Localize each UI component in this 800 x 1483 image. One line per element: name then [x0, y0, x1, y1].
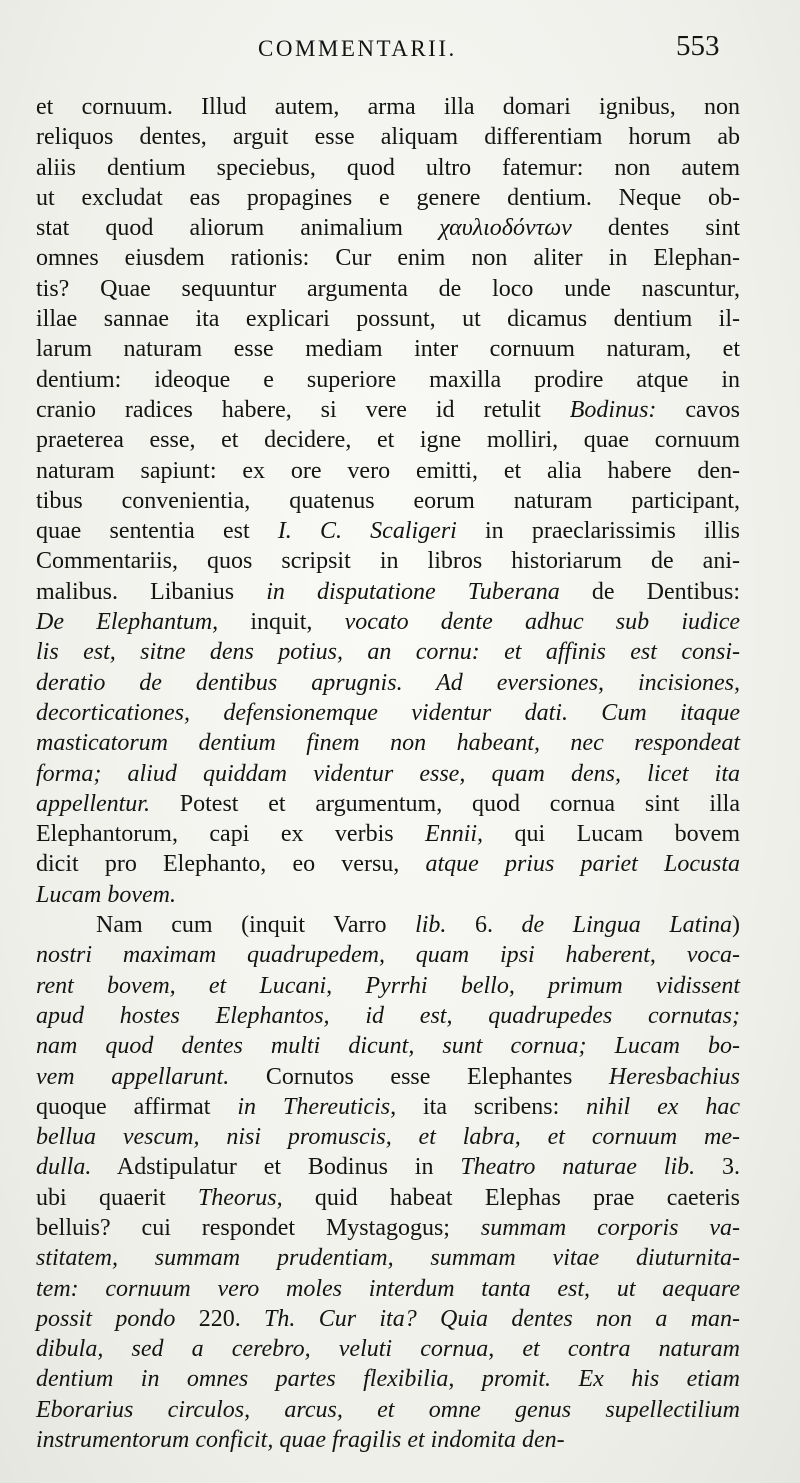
text-line [36, 940, 740, 970]
text-run: Elephantorum, capi ex verbis [36, 821, 426, 848]
text-line [36, 728, 740, 758]
text-run: omnes eiusdem rationis: Cur enim non aliter in Elephan- [36, 245, 740, 272]
text-line [36, 1062, 740, 1092]
italic-text-run: in Thereuticis, [237, 1093, 397, 1120]
italic-text-run: summam corporis va- [480, 1214, 740, 1241]
text-line [36, 92, 740, 122]
italic-text-run: Theorus, [197, 1184, 283, 1211]
text-line [36, 213, 740, 243]
page-number: 553 [676, 30, 720, 62]
text-run: ut excludat eas propagines e genere dentium. Neque ob- [36, 184, 740, 211]
text-line [36, 334, 740, 364]
text-run: reliquos dentes, arguit esse aliquam differentiam horum ab [36, 124, 740, 151]
italic-text-run: dibula, sed a cerebro, veluti cornua, et contra naturam [36, 1336, 740, 1363]
text-line [36, 1092, 740, 1122]
text-run: cavos [656, 396, 740, 423]
text-run: Nam cum (inquit Varro [96, 912, 416, 939]
text-run: 6. [446, 912, 522, 939]
italic-text-run: in disputatione Tuberana [266, 578, 560, 605]
text-run: aliis dentium speciebus, quod ultro fatemur: non autem [36, 154, 740, 181]
text-line [36, 1334, 740, 1364]
italic-text-run: de Lingua Latina [521, 912, 733, 939]
italic-text-run: χαυλιοδόντων [439, 215, 572, 242]
body-text [36, 92, 740, 1455]
text-line [36, 1395, 740, 1425]
italic-text-run: atque prius pariet Locusta [425, 851, 740, 878]
text-run: quae sententia est [36, 518, 278, 545]
text-run: quid habeat Elephas prae caeteris [282, 1184, 740, 1211]
italic-text-run: Eborarius circulos, arcus, et omne genus supellectilium [36, 1396, 740, 1423]
text-line [36, 910, 740, 940]
text-line [36, 153, 740, 183]
text-run: ) [732, 912, 741, 939]
text-line [36, 1031, 740, 1061]
text-line [36, 577, 740, 607]
text-line [36, 1001, 740, 1031]
italic-text-run: deratio de dentibus aprugnis. Ad eversiones, incisiones, [36, 669, 740, 696]
text-run: ubi quaerit [36, 1184, 198, 1211]
italic-text-run: appellentur. [36, 790, 150, 817]
text-run: naturam sapiunt: ex ore vero emitti, et alia habere den- [36, 457, 740, 484]
text-run: dentium: ideoque e superiore maxilla prodire atque in [36, 366, 740, 393]
page-header [0, 30, 800, 70]
text-run: Cornutos esse Elephantes [229, 1063, 609, 1090]
text-line [36, 1304, 740, 1334]
text-line [36, 365, 740, 395]
text-run: qui Lucam bovem [483, 821, 740, 848]
text-line [36, 425, 740, 455]
text-line [36, 1213, 740, 1243]
text-run: in praeclarissimis illis [456, 518, 740, 545]
italic-text-run: instrumentorum conficit, quae fragilis et indomita den- [36, 1427, 565, 1454]
text-line [36, 1183, 740, 1213]
italic-text-run: Lucam bovem. [36, 881, 176, 908]
italic-text-run: vem appellarunt. [36, 1063, 230, 1090]
italic-text-run: Heresbachius [608, 1063, 740, 1090]
text-run: belluis? cui respondet Mystagogus; [36, 1214, 481, 1241]
text-line [36, 637, 740, 667]
italic-text-run: decorticationes, defensionemque videntur dati. Cum itaque [36, 699, 740, 726]
italic-text-run: rent bovem, et Lucani, Pyrrhi bello, primum vidissent [36, 972, 740, 999]
text-run: stat quod aliorum animalium [36, 215, 440, 242]
text-line [36, 456, 740, 486]
text-line [36, 1425, 740, 1455]
text-line [36, 304, 740, 334]
italic-text-run: tem: cornuum vero moles interdum tanta est, ut aequare [36, 1275, 740, 1302]
text-run: 3. [695, 1154, 740, 1181]
text-run: quoque affirmat [36, 1093, 238, 1120]
text-line [36, 698, 740, 728]
italic-text-run: possit pondo [36, 1305, 176, 1332]
italic-text-run: apud hostes Elephantos, id est, quadrupedes cornutas; [36, 1002, 740, 1029]
text-line [36, 516, 740, 546]
italic-text-run: dulla. [36, 1154, 92, 1181]
text-run: 220. [175, 1305, 265, 1332]
text-run: tibus convenientia, quatenus eorum naturam participant, [36, 487, 740, 514]
text-line [36, 395, 740, 425]
italic-text-run: stitatem, summam prudentiam, summam vitae diuturnita- [36, 1245, 740, 1272]
text-run: dentes sint [571, 215, 740, 242]
text-line [36, 122, 740, 152]
italic-text-run: lis est, sitne dens potius, an cornu: et affinis est consi- [36, 639, 740, 666]
text-run: et cornuum. Illud autem, arma illa domari ignibus, non [36, 94, 740, 120]
text-line [36, 759, 740, 789]
text-line [36, 1122, 740, 1152]
text-line [36, 1152, 740, 1182]
text-run: Potest et argumentum, quod cornua sint illa [150, 790, 740, 817]
text-line [36, 274, 740, 304]
italic-text-run: lib. [415, 912, 447, 939]
text-run: malibus. Libanius [36, 578, 267, 605]
text-run: praeterea esse, et decidere, et igne molliri, quae cornuum [36, 427, 740, 454]
text-run: inquit, [218, 609, 345, 636]
text-run: illae sannae ita explicari possunt, ut dicamus dentium il- [36, 306, 740, 333]
text-line [36, 789, 740, 819]
text-run: Commentariis, quos scripsit in libros historiarum de ani- [36, 548, 740, 575]
italic-text-run: Bodinus: [569, 396, 657, 423]
text-line [36, 243, 740, 273]
italic-text-run: dentium in omnes partes flexibilia, promit. Ex his etiam [36, 1366, 740, 1393]
text-line [36, 607, 740, 637]
text-line [36, 546, 740, 576]
italic-text-run: masticatorum dentium finem non habeant, nec respondeat [36, 730, 740, 757]
text-line [36, 971, 740, 1001]
italic-text-run: forma; aliud quiddam videntur esse, quam dens, licet ita [36, 760, 740, 787]
italic-text-run: Ennii, [425, 821, 484, 848]
italic-text-run: De Elephantum, [36, 609, 219, 636]
text-run: Adstipulatur et Bodinus in [91, 1154, 461, 1181]
text-run: cranio radices habere, si vere id retulit [36, 396, 570, 423]
text-line [36, 1243, 740, 1273]
italic-text-run: Th. Cur ita? Quia dentes non a man- [264, 1305, 741, 1332]
italic-text-run: nostri maximam quadrupedem, quam ipsi haberent, voca- [36, 942, 740, 969]
running-title: COMMENTARII. [258, 36, 457, 61]
text-run: tis? Quae sequuntur argumenta de loco unde nascuntur, [36, 275, 740, 302]
text-run: dicit pro Elephanto, eo versu, [36, 851, 426, 878]
italic-text-run: I. C. Scaligeri [277, 518, 457, 545]
text-run: ita scribens: [396, 1093, 587, 1120]
italic-text-run: Theatro naturae lib. [460, 1154, 696, 1181]
italic-text-run: nihil ex hac [586, 1093, 740, 1120]
italic-text-run: vocato dente adhuc sub iudice [344, 609, 740, 636]
text-line [36, 849, 740, 879]
italic-text-run: bellua vescum, nisi promuscis, et labra, et cornuum me- [36, 1124, 740, 1151]
text-line [36, 1364, 740, 1394]
text-line [36, 668, 740, 698]
text-run: de Dentibus: [559, 578, 741, 605]
text-line [36, 486, 740, 516]
text-run: larum naturam esse mediam inter cornuum naturam, et [36, 336, 740, 363]
text-line [36, 1274, 740, 1304]
text-line [36, 880, 740, 910]
text-line [36, 183, 740, 213]
italic-text-run: nam quod dentes multi dicunt, sunt cornua; Lucam bo- [36, 1033, 740, 1060]
text-line [36, 819, 740, 849]
